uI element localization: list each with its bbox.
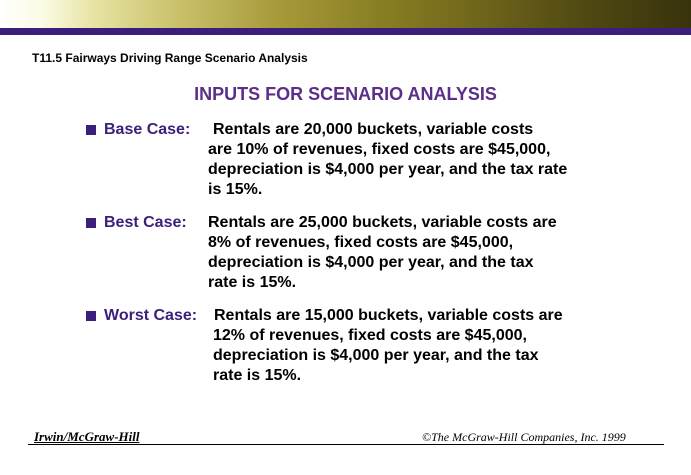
best-case-line: Rentals are 25,000 buckets, variable costs are bbox=[208, 214, 557, 231]
worst-case-line: depreciation is $4,000 per year, and the tax bbox=[213, 347, 539, 364]
slide-id: T11.5 Fairways Driving Range Scenario Analysis bbox=[32, 51, 308, 65]
header-gradient-band bbox=[0, 0, 691, 28]
base-case-label: Base Case: bbox=[104, 121, 191, 138]
bullet-icon bbox=[86, 218, 96, 228]
worst-case-line: 12% of revenues, fixed costs are $45,000, bbox=[213, 327, 527, 344]
copyright-label: ©The McGraw-Hill Companies, Inc. 1999 bbox=[422, 430, 626, 444]
base-case-line: depreciation is $4,000 per year, and the tax rate bbox=[208, 161, 568, 178]
best-case-line: 8% of revenues, fixed costs are $45,000, bbox=[208, 234, 514, 251]
footer-divider bbox=[28, 444, 664, 445]
best-case-line: rate is 15%. bbox=[208, 274, 297, 291]
bullet-icon bbox=[86, 311, 96, 321]
best-case-label: Best Case: bbox=[104, 214, 187, 231]
worst-case-label: Worst Case: bbox=[104, 307, 198, 324]
best-case-line: depreciation is $4,000 per year, and the tax bbox=[208, 254, 534, 271]
publisher-label: Irwin/McGraw-Hill bbox=[34, 429, 140, 444]
base-case-line: are 10% of revenues, fixed costs are $45,000, bbox=[208, 141, 551, 158]
base-case-line: Rentals are 20,000 buckets, variable costs bbox=[213, 121, 534, 138]
base-case-line: is 15%. bbox=[208, 181, 263, 198]
bullet-icon bbox=[86, 125, 96, 135]
page-title: INPUTS FOR SCENARIO ANALYSIS bbox=[194, 84, 497, 104]
header-accent-bar bbox=[0, 28, 691, 35]
worst-case-line: Rentals are 15,000 buckets, variable costs are bbox=[214, 307, 563, 324]
worst-case-line: rate is 15%. bbox=[213, 367, 302, 384]
